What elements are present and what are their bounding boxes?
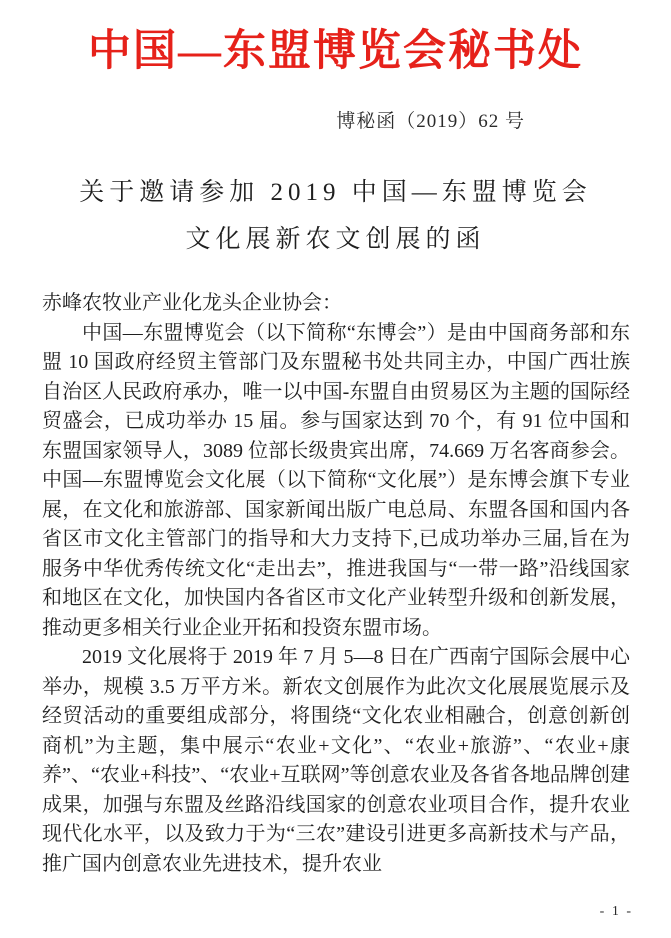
document-title-line1: 关于邀请参加 2019 中国—东盟博览会 — [79, 179, 592, 206]
letterhead-title: 中国—东盟博览会秘书处 — [88, 28, 583, 75]
body-paragraph: 中国—东盟博览会（以下简称“东博会”）是由中国商务部和东盟 10 国政府经贸主管部门及东盟秘书处共同主办，中国广西壮族自治区人民政府承办，唯一以中国-东盟自由贸易区为主题的国际经贸盛会，已成功举办 15 届。参与国家达到 70 个，有 91 位中国和东盟国家领导人，3089 位部长级贵宾出席，74.669 万名客商参会。中国—东盟博览会文化展（以下简称“文化展”）是东博会旗下专业展，在文化和旅游部、国家新闻出版广电总局、东盟各国和国内各省区市文化主管部门的指导和大力支持下,已成功举办三届,旨在为服务中华优秀传统文化“走出去”，推进我国与“一带一路”沿线国家和地区在文化，加快国内各省区市文化产业转型升级和创新发展，推动更多相关行业企业开拓和投资东盟市场。 — [42, 321, 630, 639]
document-title-line2: 文化展新农文创展的函 — [185, 226, 486, 253]
document-number: 博秘函（2019）62 号 — [336, 111, 525, 132]
page-number: - 1 - — [599, 904, 633, 919]
body-paragraph: 2019 文化展将于 2019 年 7 月 5—8 日在广西南宁国际会展中心举办，规模 3.5 万平方米。新农文创展作为此次文化展展览展示及经贸活动的重要组成部分，将围绕“文化农业相融合，创意创新创商机”为主题，集中展示“农业+文化”、“农业+旅游”、“农业+康养”、“农业+科技”、“农业+互联网”等创意农业及各省各地品牌创建成果，加强与东盟及丝路沿线国家的创意农业项目合作，提升农业现代化水平，以及致力于为“三农”建设引进更多高新技术与产品，推广国内创意农业先进技术，提升农业 — [42, 646, 630, 875]
salutation: 赤峰农牧业产业化龙头企业协会： — [42, 292, 342, 314]
document-title — [0, 169, 671, 263]
document-body — [42, 289, 630, 879]
